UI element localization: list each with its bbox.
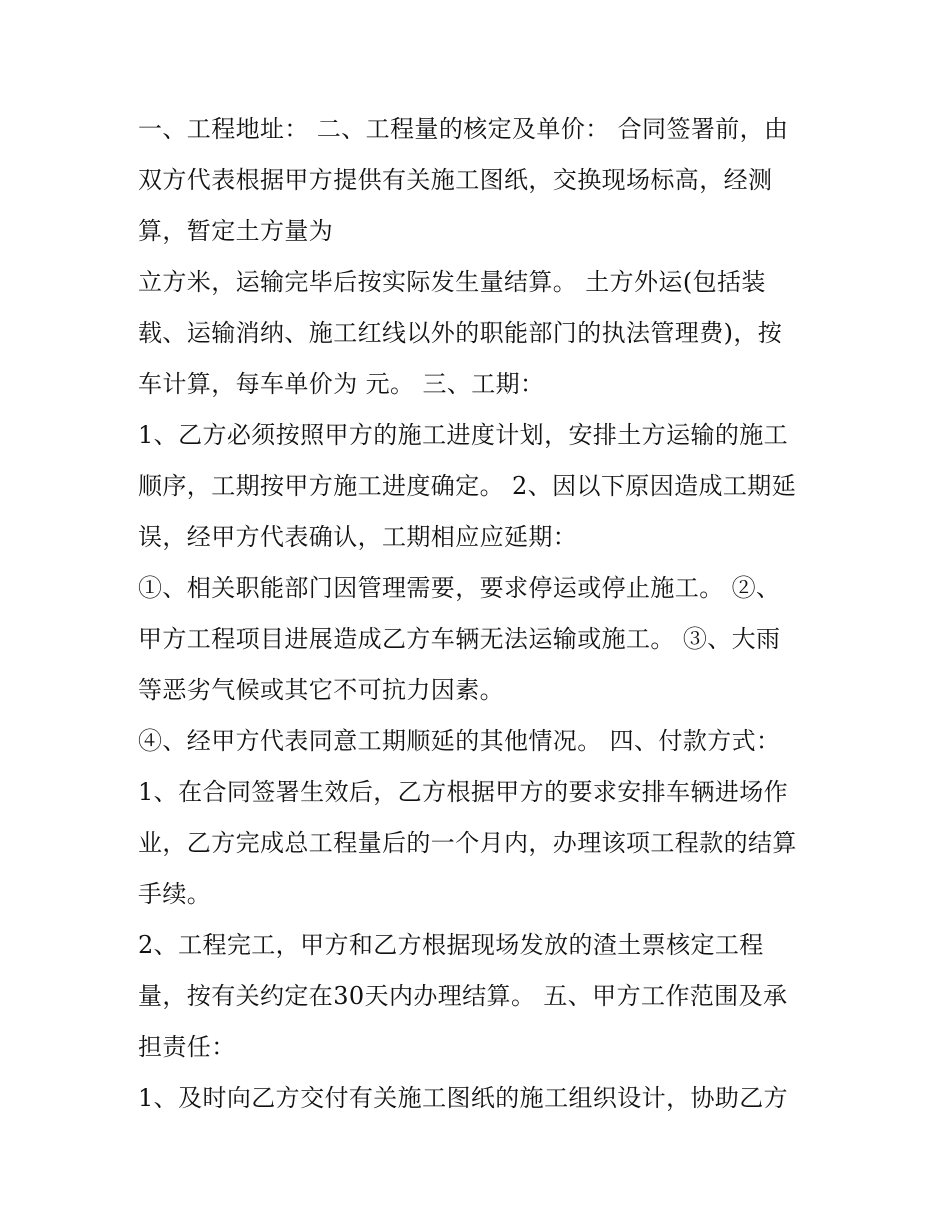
text-line: 顺序，工期按甲方施工进度确定。 2、因以下原因造成工期延: [138, 472, 797, 500]
text-line: 甲方工程项目进展造成乙方车辆无法运输或施工。 ③、大雨: [138, 625, 781, 653]
text-line: 1、在合同签署生效后，乙方根据甲方的要求安排车辆进场作: [138, 778, 789, 806]
text-line: 2、工程完工，甲方和乙方根据现场发放的渣土票核定工程: [138, 931, 764, 959]
text-line: 一、工程地址： 二、工程量的核定及单价： 合同签署前，由: [138, 115, 789, 143]
text-line: 担责任：: [138, 1033, 236, 1061]
text-line: 算，暂定土方量为: [138, 217, 334, 245]
text-line: 手续。: [138, 880, 212, 908]
text-line: 载、运输消纳、施工红线以外的职能部门的执法管理费)，按: [138, 319, 783, 347]
contract-body: [138, 104, 828, 1124]
text-line: 1、及时向乙方交付有关施工图纸的施工组织设计，协助乙方: [138, 1084, 789, 1112]
text-line: ④、经甲方代表同意工期顺延的其他情况。 四、付款方式：: [138, 727, 781, 755]
text-line: 双方代表根据甲方提供有关施工图纸，交换现场标高，经测: [138, 166, 773, 194]
text-line: 1、乙方必须按照甲方的施工进度计划，安排土方运输的施工: [138, 421, 789, 449]
text-line: 业，乙方完成总工程量后的一个月内，办理该项工程款的结算: [138, 829, 797, 857]
text-line: 误，经甲方代表确认，工期相应应延期：: [138, 523, 578, 551]
text-line: 车计算，每车单价为 元。 三、工期：: [138, 370, 545, 398]
text-line: ①、相关职能部门因管理需要，要求停运或停止施工。 ②、: [138, 574, 781, 602]
text-line: 量，按有关约定在30天内办理结算。 五、甲方工作范围及承: [138, 982, 788, 1010]
text-line: 等恶劣气候或其它不可抗力因素。: [138, 676, 504, 704]
text-line: 立方米，运输完毕后按实际发生量结算。 土方外运(包括装: [138, 268, 766, 296]
